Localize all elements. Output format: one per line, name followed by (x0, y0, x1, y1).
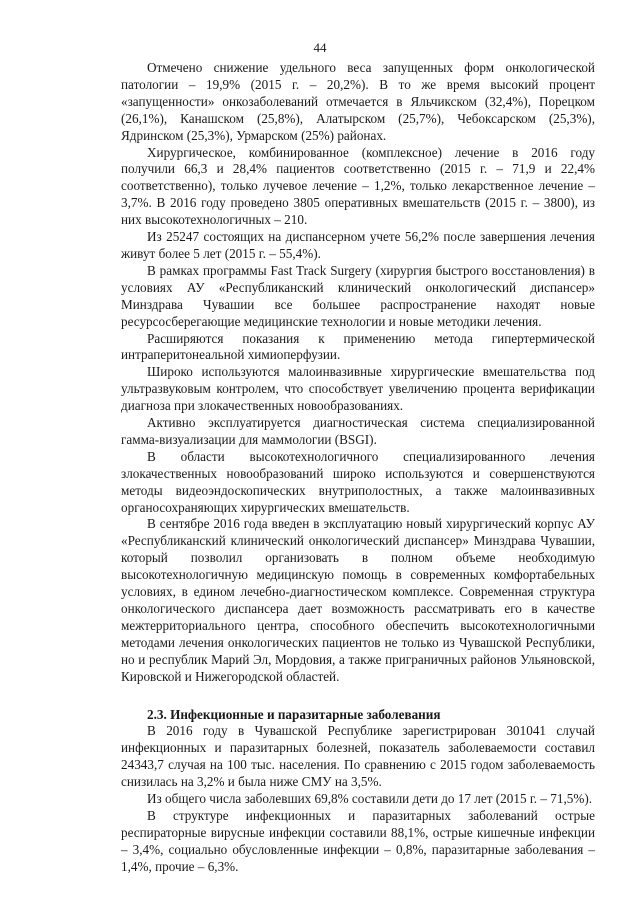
paragraph-children-share: Из общего числа заболевших 69,8% составили дети до 17 лет (2015 г. – 71,5%). (147, 791, 593, 807)
paragraph-fast-track-surgery: В рамках программы Fast Track Surgery (хирургия быстрого восстановления) в условиях АУ «Республиканский клинический онкологический диспансер» Минздрава Чувашии все большее распространение находят новые ресурсосберегающие медицинские технологии и новые методики лечения. (121, 262, 595, 329)
page-number: 44 (313, 40, 327, 55)
paragraph-infection-incidence: В 2016 году в Чувашской Республике зарегистрирован 301041 случай инфекционных и паразитарных болезней, показатель заболеваемости составил 24343,7 случая на 100 тыс. населения. По сравнению с 2015 годом заболеваемость снизилась на 3,2% и была ниже СМУ на 3,5%. (121, 723, 595, 790)
paragraph-survival-rate: Из 25247 состоящих на диспансерном учете 56,2% после завершения лечения живут более 5 лет (2015 г. – 55,4%). (121, 229, 595, 261)
paragraph-high-tech-treatment: В области высокотехнологичного специализированного лечения злокачественных новообразований широко используются и совершенствуются методы видеоэндоскопических внутриполостных, а также малоинвазивных органосохраняющих хирургических вмешательств. (121, 448, 595, 515)
paragraph-ultrasound-interventions: Широко используются малоинвазивные хирургические вмешательства под ультразвуковым контролем, что способствует увеличению процента верификации диагноза при злокачественных новообразованиях. (121, 364, 595, 414)
paragraph-bsgi-system: Активно эксплуатируется диагностическая система специализированной гамма-визуализации для маммологии (BSGI). (121, 415, 595, 447)
paragraph-treatment-types: Хирургическое, комбинированное (комплексное) лечение в 2016 году получили 66,3 и 28,4% пациентов соответственно (2015 г. – 71,9 и 22,4% соответственно), только лучевое лечение – 1,2%, только лекарственное лечение – 3,7%. В 2016 году проведено 3805 оперативных вмешательств (2015 г. – 3800), из них высокотехнологичных – 210. (121, 144, 595, 228)
page-content (121, 60, 595, 876)
paragraph-late-stage-cancer: Отмечено снижение удельного веса запущенных форм онкологической патологии – 19,9% (2015 г. – 20,2%). В то же время высокий процент «запущенности» онкозаболеваний отмечается в Яльчикском (32,4%), Порецком (26,1%), Канашском (25,8%), Алатырском (25,7%), Чебоксарском (25,3%), Ядринском (25,3%), Урмарском (25%) районах. (121, 60, 595, 143)
paragraph-new-surgical-building: В сентябре 2016 года введен в эксплуатацию новый хирургический корпус АУ «Республиканский клинический онкологический диспансер» Минздрава Чувашии, который позволил организовать в полном объеме необходимую высокотехнологичную медицинскую помощь в современных комфортабельных условиях, в едином лечебно-диагностическом комплексе. Современная структура онкологического диспансера дает возможность рассматривать его в качестве межтерриториального центра, способного обеспечить высокотехнологичными методами лечения онкологических пациентов не только из Чувашской Республики, но и республик Марий Эл, Мордовия, а также приграничных районов Ульяновской, Кировской и Нижегородской областей. (121, 516, 595, 684)
paragraph-infection-structure: В структуре инфекционных и паразитарных заболеваний острые респираторные вирусные инфекции составили 88,1%, острые кишечные инфекции – 3,4%, социально обусловленные инфекции – 0,8%, паразитарные заболевания – 1,4%, прочие – 6,3%. (121, 807, 595, 874)
paragraph-hyperthermic-chemoperfusion: Расширяются показания к применению метода гипертермической интраперитонеальной химиоперфузии. (121, 330, 595, 363)
section-heading-infectious-diseases: 2.3. Инфекционные и паразитарные заболевания (147, 706, 441, 722)
